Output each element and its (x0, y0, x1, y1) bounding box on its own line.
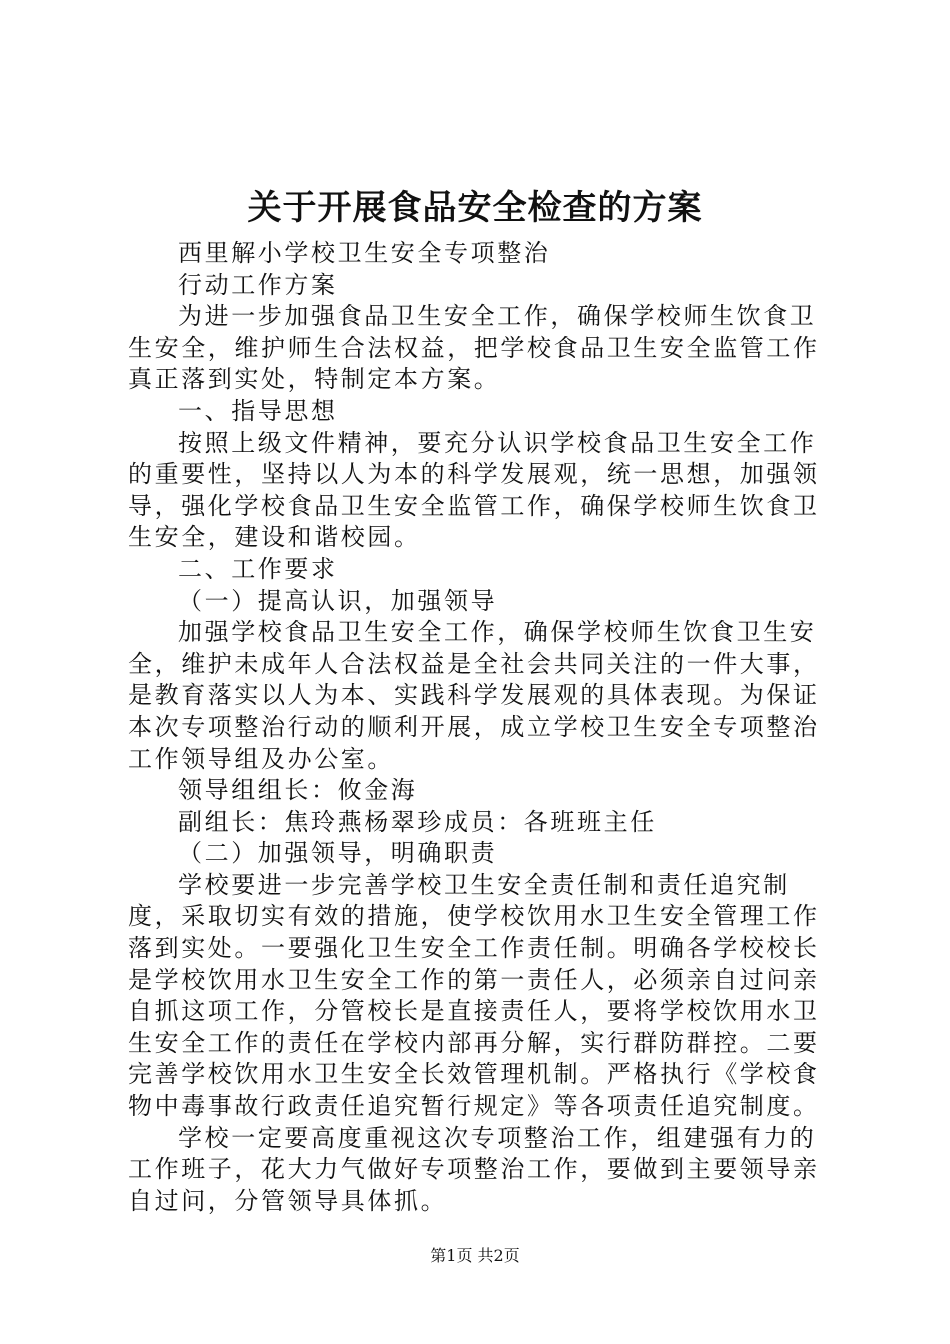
paragraph-responsibilities: 学校要进一步完善学校卫生安全责任制和责任追究制度，采取切实有效的措施，使学校饮用水卫生安全管理工作落到实处。一要强化卫生安全工作责任制。明确各学校校长是学校饮用水卫生安全工作的第一责任人，必须亲自过问亲自抓这项工作，分管校长是直接责任人，要将学校饮用水卫生安全工作的责任在学校内部再分解，实行群防群控。二要完善学校饮用水卫生安全长效管理机制。严格执行《学校食物中毒事故行政责任追究暂行规定》等各项责任追究制度。 (128, 870, 820, 1121)
section-heading-work-requirements: 二、工作要求 (178, 554, 338, 583)
section-heading-guiding-thought: 一、指导思想 (178, 396, 338, 425)
paragraph-awareness: 加强学校食品卫生安全工作，确保学校师生饮食卫生安全，维护未成年人合法权益是全社会共同关注的一件大事，是教育落实以人为本、实践科学发展观的具体表现。为保证本次专项整治行动的顺利开展，成立学校卫生安全专项整治工作领导组及办公室。 (128, 618, 820, 773)
subsection-heading-awareness: （一）提高认识，加强领导 (178, 586, 498, 615)
document-body (128, 238, 840, 1217)
document-title: 关于开展食品安全检查的方案 (247, 188, 703, 228)
paragraph-intro: 为进一步加强食品卫生安全工作，确保学校师生饮食卫生安全，维护师生合法权益，把学校食品卫生安全监管工作真正落到实处，特制定本方案。 (128, 302, 820, 394)
subsection-heading-responsibilities: （二）加强领导，明确职责 (178, 839, 498, 868)
paragraph-plan-name: 行动工作方案 (178, 270, 338, 299)
page-number-footer: 第1页 共2页 (430, 1246, 520, 1265)
paragraph-work-team: 学校一定要高度重视这次专项整治工作，组建强有力的工作班子，花大力气做好专项整治工作，要做到主要领导亲自过问，分管领导具体抓。 (128, 1123, 820, 1215)
paragraph-deputy-members: 副组长：焦玲燕杨翠珍成员：各班班主任 (178, 807, 657, 836)
paragraph-school-name: 西里解小学校卫生安全专项整治 (178, 239, 551, 267)
paragraph-leader: 领导组组长：攸金海 (178, 776, 418, 805)
paragraph-guiding-thought: 按照上级文件精神，要充分认识学校食品卫生安全工作的重要性，坚持以人为本的科学发展观，统一思想，加强领导，强化学校食品卫生安全监管工作，确保学校师生饮食卫生安全，建设和谐校园。 (128, 428, 820, 552)
